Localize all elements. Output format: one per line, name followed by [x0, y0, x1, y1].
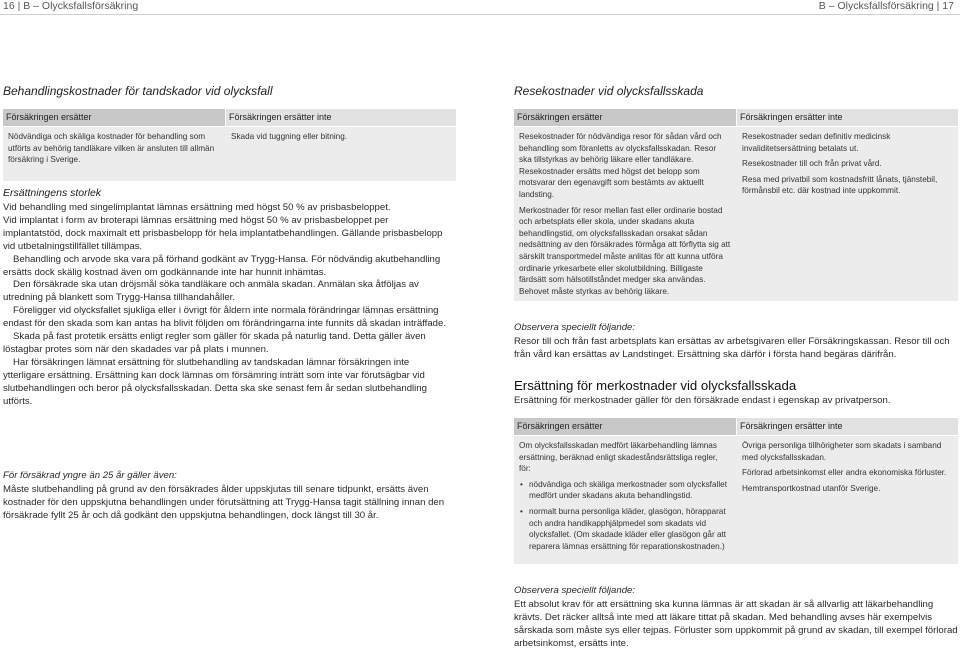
right-table1-header-covers: Försäkringen ersätter [514, 109, 736, 126]
left-table-cell-excludes: Skada vid tuggning eller bitning. [231, 132, 348, 141]
list-item: • nödvändiga och skäliga merkostnader som olycksfallet medfört under skadans akuta behandlingstid. [529, 479, 731, 502]
right-table2-header-excludes: Försäkringen ersätter inte [737, 418, 958, 435]
paragraph: Har försäkringen lämnat ersättning för slutbehandling av tandskadan lämnar försäkringen inte ytterligare ersättning. Ersättning kan dock lämnas om försämring inträtt som inte var förutsägbar vid slutbehandlingen och beror på olycksfallsskadan. Detta ska ske senast fem år sedan slutbehandling utförts. [3, 356, 427, 407]
left-table-header-covers: Försäkringen ersätter [3, 109, 225, 126]
right-table1-header-excludes: Försäkringen ersätter inte [737, 109, 958, 126]
cell-paragraph: Hemtransportkostnad utanför Sverige. [742, 483, 881, 493]
cell-paragraph: Övriga personliga tillhörigheter som skadats i samband med olycksfallsskadan. [742, 441, 942, 462]
young-label: För försäkrad yngre än 25 år gäller även: [3, 470, 177, 481]
young-text: Måste slutbehandling på grund av den försäkrades ålder uppskjutas till senare tidpunkt, ersätts även kostnader för den uppskjutna behandlingen under förutsättning att Trygg-Hansa tagit ställning innan den försäkrade fyllt 25 år och då godkänt den uppskjutna behandlingen, dock längst till 30 år. [3, 484, 445, 521]
cell-paragraph: Resa med privatbil som kostnadsfritt lånats, tjänstebil, förmånsbil etc. där kostnad inte uppkommit. [742, 174, 938, 196]
right-section-title: Resekostnader vid olycksfallsskada [514, 84, 704, 98]
cell-paragraph: Resekostnader för nödvändiga resor för sådan vård och behandling som föranletts av olycksfallsskadan. Resor ska tillstyrkas av behörig läkare eller tandläkare. Resekostnader ersätts med högst det belopp som motsvarar den egenavgift som bestämts av aktuellt landsting. [519, 132, 722, 199]
paragraph: Vid behandling med singelimplantat lämnas ersättning med högst 50 % av prisbasbeloppet. [3, 202, 391, 213]
list-item: • normalt burna personliga kläder, glasögon, hörapparat och andra handikapphjälpmedel som skadats vid olycksfallet. (Om skadade kläder eller glasögon går att reparera lämnas ersättning för reparationskostnaden.) [529, 506, 731, 552]
left-table-cell-covers: Nödvändiga och skäliga kostnader för behandling som utförts av behörig tandläkare vilken är ansluten till allmän försäkring i Sverige. [8, 132, 215, 165]
right-table2-cell-excludes [742, 440, 952, 498]
header-rule [0, 14, 960, 15]
page-header-right: B – Olycksfallsförsäkring | 17 [818, 0, 954, 12]
note1-label: Observera speciellt följande: [514, 322, 636, 333]
note2-label: Observera speciellt följande: [514, 585, 636, 596]
paragraph: Föreligger vid olycksfallet sjukliga eller i övrigt för åldern inte normala förändringar lämnas ersättning endast för den skada som kan antas ha blivit följden om förändringarna inte funnits då skadan inträffade. [3, 305, 447, 330]
merkostnader-title: Ersättning för merkostnader vid olycksfallsskada [514, 378, 797, 393]
merkostnader-intro: Ersättning för merkostnader gäller för den försäkrade endast i egenskap av privatperson. [514, 395, 891, 406]
left-subheading: Ersättningens storlek [3, 187, 102, 199]
note1-text: Resor till och från fast arbetsplats kan ersättas av arbetsgivaren eller Försäkringskassan. Resor till och från vård kan ersättas av Landstinget. Ersättning ska därför i första hand begäras därifrån. [514, 336, 950, 360]
right-table1-cell-excludes [742, 131, 952, 201]
right-table2-cell-covers [519, 440, 731, 556]
paragraph: Vid implantat i form av broterapi lämnas ersättning med högst 50 % av prisbasbeloppet per implantatstöd, dock maximalt ett prisbasbelopp för hela implantatbehandlingen. Gällande prisbasbelopp vid utbetalningstillfället tillämpas. [3, 214, 443, 252]
cell-paragraph: Resekostnader till och från privat vård. [742, 159, 882, 169]
left-section-title: Behandlingskostnader för tandskador vid olycksfall [3, 84, 273, 98]
paragraph: Skada på fast protetik ersätts enligt regler som gäller för skada på naturlig tand. Detta gäller även löstagbar protes som när den skadades var på plats i munnen. [3, 331, 426, 355]
note2-text: Ett absolut krav för att ersättning ska kunna lämnas är att skadan är så allvarlig att läkarbehandling krävts. Det räcker alltså inte med att läkare tittat på skadan. Med behandling avses här exempelvis sårskada som måste sys eller tejpas. Förluster som uppkommit på grund av skadan, till exempel förlorad arbetsinkomst, ersätts inte. [514, 599, 958, 649]
left-body [3, 202, 448, 409]
bullet-list [519, 479, 731, 553]
cell-paragraph: Resekostnader sedan definitiv medicinsk invaliditetsersättning betalats ut. [742, 132, 891, 153]
cell-paragraph: Merkostnader för resor mellan fast eller ordinarie bostad och arbetsplats eller skola, under skadans akuta behandlingstid, om olycksfallsskadan orsakat sådan nedsättning av den försäkrades förmåga att förflytta sig att särskilt transportmedel måste anlitas för att kunna utföra ordinarie yrkesarbete eller skolutbildning. Billigaste färdsätt som hälsotillståndet medger ska användas. Behovet måste styrkas av behörig läkare. [519, 205, 731, 296]
cell-paragraph: Förlorad arbetsinkomst eller andra ekonomiska förluster. [742, 468, 947, 478]
right-table1-cell-covers [519, 131, 731, 301]
paragraph: Den försäkrade ska utan dröjsmål söka tandläkare och anmäla skadan. Anmälan ska åtföljas av utredning på blankett som Trygg-Hansa tillhandahåller. [3, 279, 419, 304]
left-table-header-excludes: Försäkringen ersätter inte [226, 109, 456, 126]
page-header-left: 16 | B – Olycksfallsförsäkring [3, 0, 139, 12]
cell-paragraph: Om olycksfallsskadan medfört läkarbehandling lämnas ersättning, beräknad enligt skadeståndsrättsliga regler, för: [519, 441, 718, 474]
paragraph: Behandling och arvode ska vara på förhand godkänt av Trygg-Hansa. För nödvändig akutbehandling ersätts dock skälig kostnad även om godkännande inte har hunnit inhämtas. [3, 253, 441, 278]
right-table2-header-covers: Försäkringen ersätter [514, 418, 736, 435]
